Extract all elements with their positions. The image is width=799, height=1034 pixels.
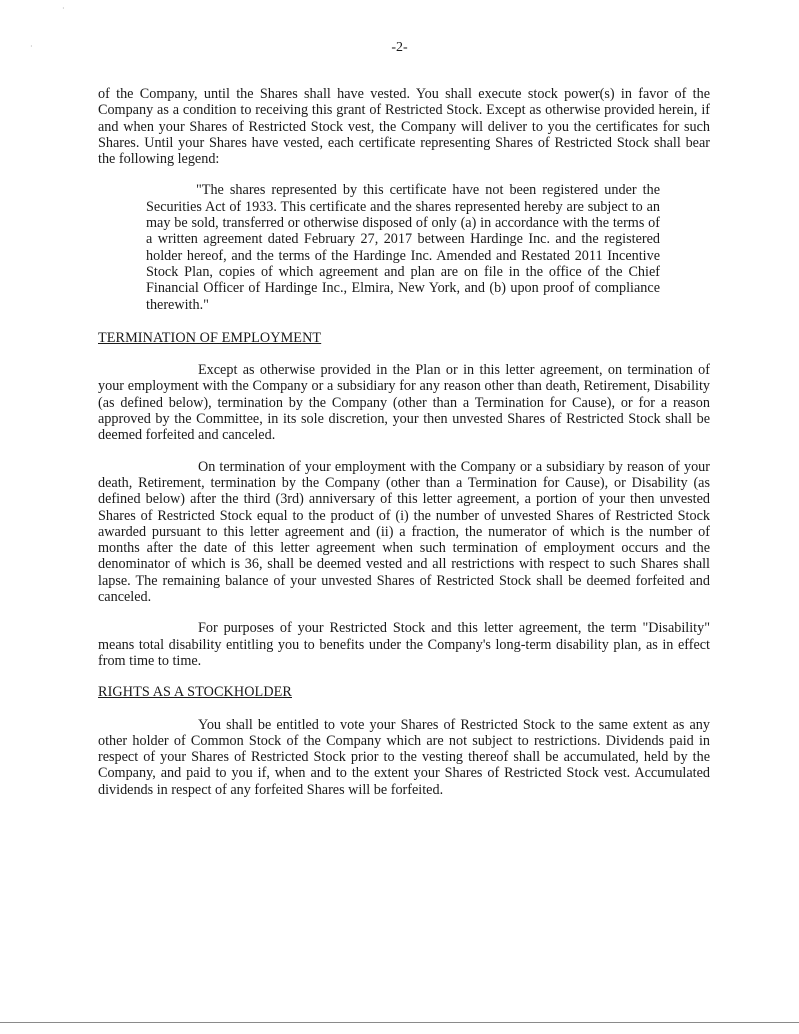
document-body bbox=[98, 86, 710, 813]
heading-termination-of-employment: TERMINATION OF EMPLOYMENT bbox=[98, 329, 322, 346]
paragraph-partial-vesting: On termination of your employment with the Company or a subsidiary by reason of your death, Retirement, termination by the Company (other than a Termination for Cause), or Disability (as defined below) after the third (3rd) anniversary of this letter agreement, a portion of your then unvested Shares of Restricted Stock equal to the product of (i) the number of unvested Shares of Restricted Stock awarded pursuant to this letter agreement and (ii) a fraction, the numerator of which is the number of months after the date of this letter agreement when such termination of employment occurs and the denominator of which is 36, shall be deemed vested and all restrictions with respect to such Shares shall lapse. The remaining balance of your unvested Shares of Restricted Stock shall be deemed forfeited and canceled. bbox=[98, 458, 710, 606]
paragraph-stock-power: of the Company, until the Shares shall have vested. You shall execute stock power(s) in favor of the Company as a condition to receiving this grant of Restricted Stock. Except as otherwise provided herein, if and when your Shares of Restricted Stock vest, the Company will deliver to you the certificates for such Shares. Until your Shares have vested, each certificate representing Shares of Restricted Stock shall bear the following legend: bbox=[98, 86, 710, 168]
paragraph-voting-dividends: You shall be entitled to vote your Shares of Restricted Stock to the same extent as any other holder of Common Stock of the Company which are not subject to restrictions. Dividends paid in respect of your Shares of Restricted Stock prior to the vesting thereof shall be accumulated, held by the Company, and paid to you if, when and to the extent your Shares of Restricted Stock vest. Accumulated dividends in respect of any forfeited Shares will be forfeited. bbox=[98, 716, 710, 798]
page-number: -2- bbox=[391, 40, 408, 55]
certificate-legend-quote: "The shares represented by this certificate have not been registered under the Securities Act of 1933. This certificate and the shares represented hereby are subject to an may be sold, transferred or otherwise disposed of only (a) in accordance with the terms of a written agreement dated February 27, 2017 between Hardinge Inc. and the registered holder hereof, and the terms of the Hardinge Inc. Amended and Restated 2011 Incentive Stock Plan, copies of which agreement and plan are on file in the office of the Chief Financial Officer of Hardinge Inc., Elmira, New York, and (b) upon proof of compliance therewith." bbox=[146, 182, 660, 313]
scan-speck: · bbox=[62, 4, 65, 13]
scan-bottom-edge-line bbox=[0, 1022, 799, 1023]
heading-rights-as-stockholder: RIGHTS AS A STOCKHOLDER bbox=[98, 684, 292, 701]
paragraph-disability-definition: For purposes of your Restricted Stock and this letter agreement, the term "Disability" means total disability entitling you to benefits under the Company's long-term disability plan, as in effect from time to time. bbox=[98, 620, 710, 669]
scan-speck: · bbox=[30, 42, 33, 51]
paragraph-forfeiture-on-termination: Except as otherwise provided in the Plan or in this letter agreement, on termination of your employment with the Company or a subsidiary for any reason other than death, Retirement, Disability (as defined below), termination by the Company (other than a Termination for Cause), or for a reason approved by the Committee, in its sole discretion, your then unvested Shares of Restricted Stock shall be deemed forfeited and canceled. bbox=[98, 362, 710, 444]
